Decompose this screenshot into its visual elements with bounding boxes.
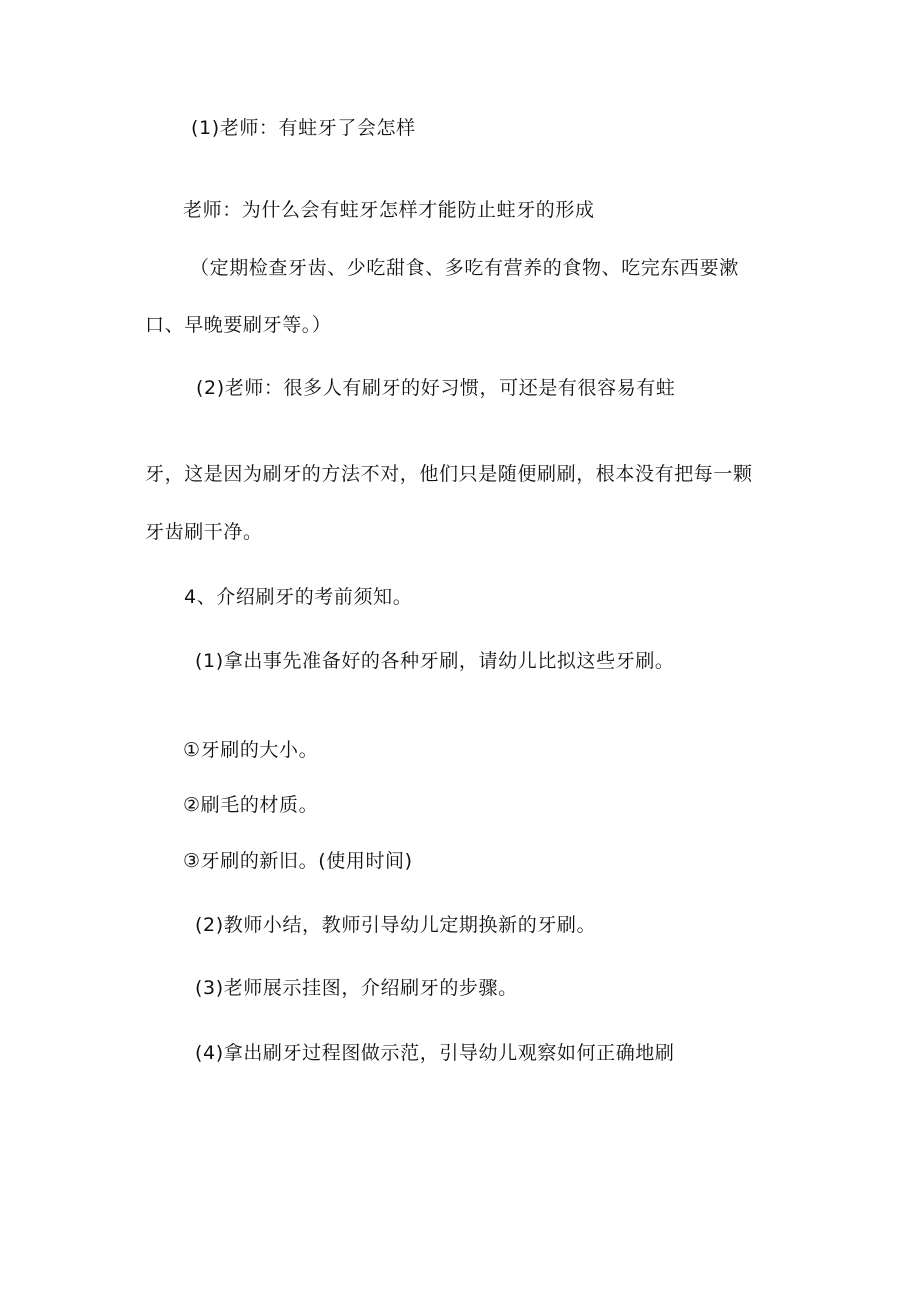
paragraph-line: (3)老师展示挂图，介绍刷牙的步骤。: [195, 977, 518, 999]
paragraph-line: （定期检查牙齿、少吃甜食、多吃有营养的食物、吃完东西要漱: [190, 257, 739, 279]
paragraph-line: 老师：为什么会有蛀牙怎样才能防止蛀牙的形成: [183, 199, 595, 221]
paragraph-line: (1)拿出事先准备好的各种牙刷，请幼儿比拟这些牙刷。: [195, 650, 675, 672]
paragraph-line: (2)老师：很多人有刷牙的好习惯，可还是有很容易有蛀: [196, 377, 676, 399]
list-item: ③牙刷的新旧。(使用时间): [183, 850, 413, 872]
paragraph-line: 口、早晚要刷牙等。）: [145, 314, 332, 336]
paragraph-line: (2)教师小结，教师引导幼儿定期换新的牙刷。: [195, 914, 597, 936]
section-heading: 4、介绍刷牙的考前须知。: [184, 586, 413, 608]
paragraph-line: (4)拿出刷牙过程图做示范，引导幼儿观察如何正确地刷: [195, 1042, 675, 1064]
paragraph-line: 牙齿刷干净。: [145, 521, 263, 543]
list-item: ②刷毛的材质。: [183, 794, 319, 816]
list-item: ①牙刷的大小。: [183, 739, 319, 761]
paragraph-line: (1)老师：有蛀牙了会怎样: [191, 117, 416, 139]
paragraph-line: 牙，这是因为刷牙的方法不对，他们只是随便刷刷，根本没有把每一颗: [145, 463, 753, 485]
